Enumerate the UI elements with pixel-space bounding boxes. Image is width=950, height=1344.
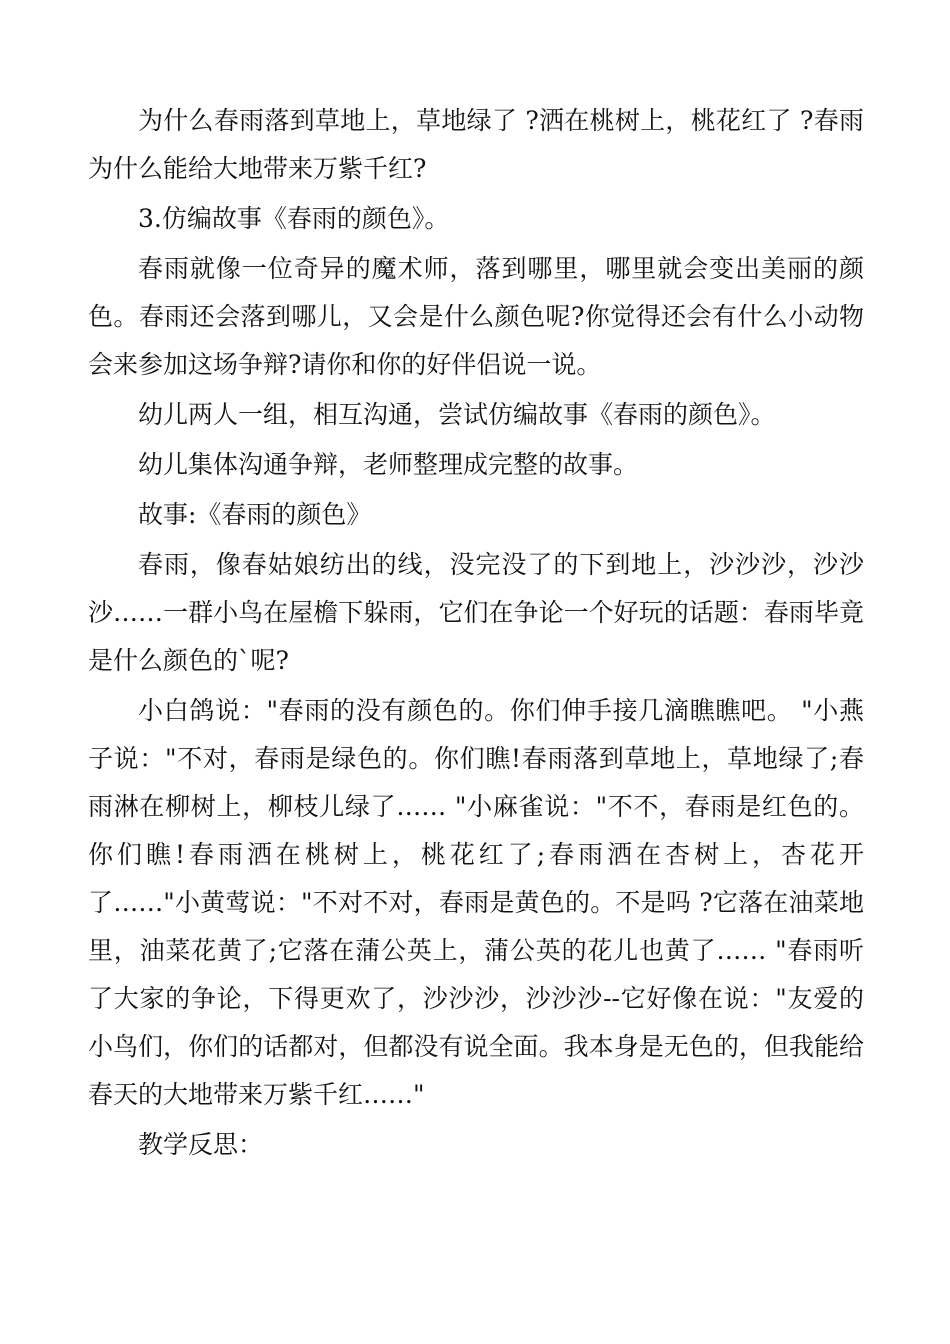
paragraph-collective-discussion: 幼儿集体沟通争辩，老师整理成完整的故事。 <box>138 450 639 479</box>
paragraph-question: 为什么春雨落到草地上，草地绿了 ?洒在桃树上，桃花红了 ?春雨为什么能给大地带来万紫千红? <box>88 106 864 183</box>
document-body <box>88 97 864 1171</box>
paragraph-story-intro: 春雨，像春姑娘纺出的线，没完没了的下到地上，沙沙沙，沙沙沙……一群小鸟在屋檐下躲雨，它们在争论一个好玩的话题：春雨毕竟是什么颜色的`呢? <box>88 550 864 675</box>
paragraph-section-heading: 3.仿编故事《春雨的颜色》。 <box>138 204 450 233</box>
paragraph-group-activity: 幼儿两人一组，相互沟通，尝试仿编故事《春雨的颜色》。 <box>138 400 776 429</box>
paragraph-reflection-heading: 教学反思： <box>138 1130 264 1159</box>
paragraph-prompt: 春雨就像一位奇异的魔术师，落到哪里，哪里就会变出美丽的颜色。春雨还会落到哪儿，又会是什么颜色呢?你觉得还会有什么小动物会来参加这场争辩?请你和你的好伴侣说一说。 <box>88 254 864 379</box>
paragraph-story-title: 故事:《春雨的颜色》 <box>138 500 372 529</box>
paragraph-story-dialogue: 小白鸽说："春雨的没有颜色的。你们伸手接几滴瞧瞧吧。 "小燕子说："不对，春雨是绿色的。你们瞧!春雨落到草地上，草地绿了;春雨淋在柳树上，柳枝儿绿了…… "小麻雀说："不不，春雨是红色的。你们瞧!春雨洒在桃树上，桃花红了;春雨洒在杏树上，杏花开了……"小黄莺说："不对不对，春雨是黄色的。不是吗 ?它落在油菜地里，油菜花黄了;它落在蒲公英上，蒲公英的花儿也黄了…… "春雨听了大家的争论，下得更欢了，沙沙沙，沙沙沙--它好像在说："友爱的小鸟们，你们的话都对，但都没有说全面。我本身是无色的，但我能给春天的大地带来万紫千红……" <box>88 696 864 1109</box>
